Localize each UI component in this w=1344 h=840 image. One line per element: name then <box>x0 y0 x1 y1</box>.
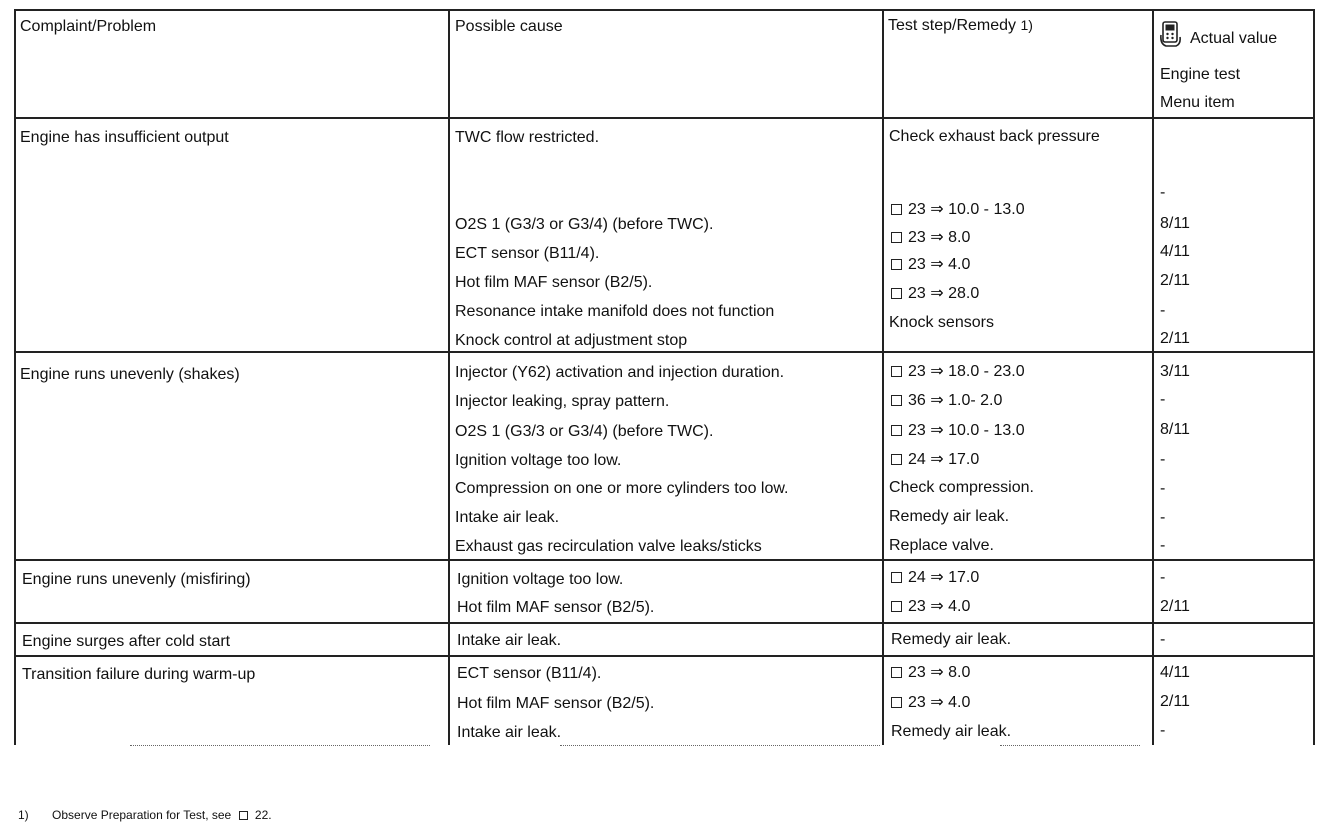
cause-cell: Intake air leak. <box>457 632 562 649</box>
value-cell: 4/11 <box>1160 664 1190 681</box>
header-complaint: Complaint/Problem <box>20 18 157 35</box>
cause-cell: Resonance intake manifold does not function <box>455 303 775 320</box>
value-cell: - <box>1160 451 1166 468</box>
reference-book-icon <box>891 601 902 612</box>
column-divider-test <box>882 9 884 745</box>
test-step-text: 23 ⇒ 18.0 - 23.0 <box>908 363 1025 380</box>
reference-book-icon <box>891 366 902 377</box>
value-cell: 3/11 <box>1160 363 1190 380</box>
reference-book-icon <box>891 667 902 678</box>
cause-cell: Injector leaking, spray pattern. <box>455 393 670 410</box>
footnote-text: Observe Preparation for Test, see <box>52 808 232 822</box>
footnote-ref: 22. <box>254 808 272 822</box>
test-cell <box>891 229 970 247</box>
reference-book-icon <box>891 259 902 270</box>
table-border-top <box>14 9 1315 11</box>
test-cell: Replace valve. <box>889 537 994 554</box>
value-cell: - <box>1160 391 1166 408</box>
section-divider <box>14 559 1315 561</box>
reference-book-icon <box>239 811 248 820</box>
test-cell: Knock sensors <box>889 314 994 331</box>
test-step-text: 23 ⇒ 28.0 <box>908 285 980 302</box>
test-step-text: 36 ⇒ 1.0- 2.0 <box>908 392 1003 409</box>
complaint-cell: Engine runs unevenly (shakes) <box>20 366 240 383</box>
test-cell <box>891 392 1002 410</box>
header-test-label: Test step/Remedy <box>888 17 1017 34</box>
reference-book-icon <box>891 425 902 436</box>
value-cell: - <box>1160 631 1166 648</box>
header-menu-item: Menu item <box>1160 94 1235 111</box>
cause-cell: Hot film MAF sensor (B2/5). <box>457 599 655 616</box>
footnote-marker: 1) <box>18 808 29 822</box>
test-step-text: 23 ⇒ 10.0 - 13.0 <box>908 422 1025 439</box>
test-cell <box>891 694 970 712</box>
complaint-cell: Engine has insufficient output <box>20 129 229 146</box>
cause-cell: Intake air leak. <box>457 724 562 741</box>
value-cell: - <box>1160 722 1166 739</box>
reference-book-icon <box>891 395 902 406</box>
cause-cell: O2S 1 (G3/3 or G3/4) (before TWC). <box>455 216 714 233</box>
cause-cell: O2S 1 (G3/3 or G3/4) (before TWC). <box>455 423 714 440</box>
test-cell <box>891 569 979 587</box>
test-cell: Remedy air leak. <box>891 723 1012 740</box>
column-divider-cause <box>448 9 450 745</box>
cause-cell: Compression on one or more cylinders too low. <box>455 480 789 497</box>
value-cell: 8/11 <box>1160 215 1190 232</box>
value-cell: 2/11 <box>1160 598 1190 615</box>
torn-edge <box>1000 745 1140 746</box>
test-step-text: 23 ⇒ 4.0 <box>908 598 971 615</box>
value-cell: 2/11 <box>1160 330 1190 347</box>
test-step-text: 24 ⇒ 17.0 <box>908 451 980 468</box>
test-step-text: 23 ⇒ 10.0 - 13.0 <box>908 201 1025 218</box>
test-step-text: 23 ⇒ 8.0 <box>908 229 971 246</box>
column-divider-value <box>1152 9 1154 745</box>
cause-cell: Knock control at adjustment stop <box>455 332 688 349</box>
header-test <box>888 16 1033 35</box>
cause-cell: ECT sensor (B11/4). <box>457 665 602 682</box>
section-divider <box>14 622 1315 624</box>
torn-edge <box>560 745 880 746</box>
reference-book-icon <box>891 232 902 243</box>
cause-cell: Exhaust gas recirculation valve leaks/sticks <box>455 538 762 555</box>
test-cell: Check compression. <box>889 479 1034 496</box>
cause-cell: Ignition voltage too low. <box>457 571 624 588</box>
test-cell <box>891 422 1025 440</box>
test-cell <box>891 363 1025 381</box>
test-step-text: 23 ⇒ 8.0 <box>908 664 971 681</box>
reference-book-icon <box>891 697 902 708</box>
cause-cell: Ignition voltage too low. <box>455 452 622 469</box>
header-cause: Possible cause <box>455 18 563 35</box>
cause-cell: Hot film MAF sensor (B2/5). <box>457 695 655 712</box>
header-engine-test: Engine test <box>1160 66 1241 83</box>
value-cell: - <box>1160 302 1166 319</box>
test-cell: Remedy air leak. <box>891 631 1012 648</box>
reference-book-icon <box>891 454 902 465</box>
value-cell: - <box>1160 569 1166 586</box>
value-cell: 4/11 <box>1160 243 1190 260</box>
table-border-right <box>1313 9 1315 745</box>
complaint-cell: Engine runs unevenly (misfiring) <box>22 571 251 588</box>
value-cell: - <box>1160 480 1166 497</box>
footnote <box>18 808 272 822</box>
reference-book-icon <box>891 572 902 583</box>
test-cell: Remedy air leak. <box>889 508 1010 525</box>
test-cell <box>891 451 979 469</box>
reference-book-icon <box>891 204 902 215</box>
test-cell <box>891 664 970 682</box>
test-cell <box>891 201 1025 219</box>
table-border-left <box>14 9 16 745</box>
test-cell: Check exhaust back pressure <box>889 128 1100 145</box>
value-cell: - <box>1160 509 1166 526</box>
value-cell: 8/11 <box>1160 421 1190 438</box>
value-cell: - <box>1160 184 1166 201</box>
reference-book-icon <box>891 288 902 299</box>
footnote-ref: 1) <box>1020 17 1033 33</box>
torn-edge <box>130 745 430 746</box>
cause-cell: TWC flow restricted. <box>455 129 600 146</box>
cause-cell: Hot film MAF sensor (B2/5). <box>455 274 653 291</box>
test-cell <box>891 598 970 616</box>
section-divider <box>14 655 1315 657</box>
value-cell: 2/11 <box>1160 272 1190 289</box>
complaint-cell: Transition failure during warm-up <box>22 666 256 683</box>
value-cell: - <box>1160 537 1166 554</box>
test-cell <box>891 256 970 274</box>
header-divider <box>14 117 1315 119</box>
test-step-text: 23 ⇒ 4.0 <box>908 694 971 711</box>
test-step-text: 23 ⇒ 4.0 <box>908 256 971 273</box>
cause-cell: ECT sensor (B11/4). <box>455 245 600 262</box>
cause-cell: Intake air leak. <box>455 509 560 526</box>
test-step-text: 24 ⇒ 17.0 <box>908 569 980 586</box>
hand-tester-icon <box>1160 20 1182 48</box>
test-cell <box>891 285 979 303</box>
complaint-cell: Engine surges after cold start <box>22 633 231 650</box>
cause-cell: Injector (Y62) activation and injection duration. <box>455 364 785 381</box>
value-cell: 2/11 <box>1160 693 1190 710</box>
header-actual-value: Actual value <box>1190 30 1278 47</box>
section-divider <box>14 351 1315 353</box>
